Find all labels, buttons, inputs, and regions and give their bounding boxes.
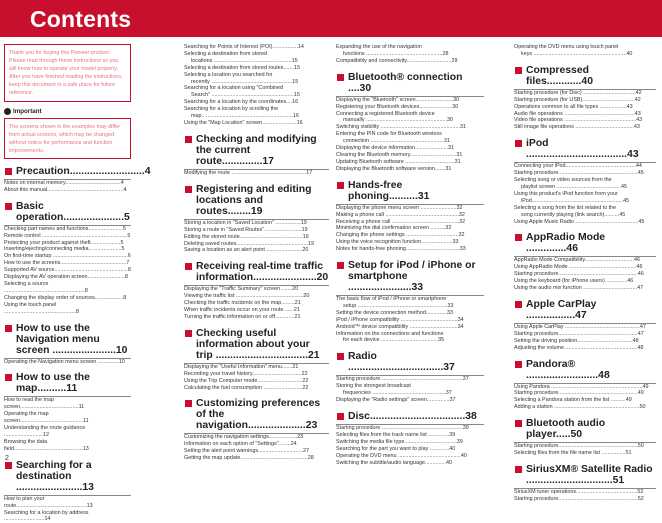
- toc-entry[interactable]: Storing the strongest broadcast: [336, 383, 484, 390]
- toc-section-heading[interactable]: [4, 166, 131, 177]
- toc-section-heading[interactable]: [336, 351, 484, 373]
- toc-entry[interactable]: Changing the display order of sources...................8: [4, 295, 131, 302]
- toc-entry[interactable]: Operating the Navigation menu screen ..............10: [4, 359, 131, 366]
- section-bullet-icon: [185, 186, 192, 193]
- toc-section-heading[interactable]: [4, 460, 131, 493]
- toc-entry[interactable]: Storing a location in "Saved Location" .................19: [184, 220, 329, 227]
- toc-section-title: Basic operation.....................5: [16, 201, 131, 223]
- toc-entry[interactable]: Minimizing the dial confirmation screen ..........32: [336, 225, 484, 232]
- toc-entry[interactable]: Displaying the "Traffic Summary" screen .......20: [184, 286, 329, 293]
- toc-entry[interactable]: Selecting a destination from stored: [184, 51, 329, 58]
- toc-section-heading[interactable]: [336, 72, 484, 94]
- section-bullet-icon: [515, 420, 522, 427]
- toc-section-heading[interactable]: [514, 359, 656, 381]
- toc-entry[interactable]: Video file operations ................................................43: [514, 117, 656, 124]
- section-bullet-icon: [5, 462, 12, 469]
- toc-entry[interactable]: frequencies .................................................37: [336, 390, 484, 397]
- toc-entry[interactable]: Checking part names and functions.......................5: [4, 226, 131, 233]
- toc-section-heading[interactable]: [514, 138, 656, 160]
- toc-entry[interactable]: Remote control .........................................................5: [4, 233, 131, 240]
- toc-entry[interactable]: Searching for the part you want to play .............40: [336, 446, 484, 453]
- section-bullet-icon: [515, 234, 522, 241]
- section-bullet-icon: [515, 466, 522, 473]
- toc-section-title: iPod ...................................43: [526, 138, 656, 160]
- toc-entry[interactable]: How to use the screens............................................7: [4, 260, 131, 267]
- toc-entry[interactable]: Storing a route in "Saved Routes".........................19: [184, 227, 329, 234]
- toc-section-title: How to use the map..........11: [16, 372, 131, 394]
- important-icon: [4, 108, 11, 115]
- section-bullet-icon: [515, 361, 522, 368]
- toc-entry[interactable]: About this manual...................................................4: [4, 187, 131, 194]
- toc-entry[interactable]: Changing the phone settings ...................................32: [336, 232, 484, 239]
- toc-entry[interactable]: connection .................................................31: [336, 138, 484, 145]
- toc-entry[interactable]: Receiving a phone call .............................................32: [336, 219, 484, 226]
- toc-section-title: Compressed files............40: [526, 65, 656, 87]
- toc-entry[interactable]: functions ...................................................28: [336, 51, 484, 58]
- toc-section-title: AppRadio Mode ..............46: [526, 232, 656, 254]
- toc-entry[interactable]: Understanding the route guidance ..........................12: [4, 425, 131, 439]
- toc-section-title: SiriusXM® Satellite Radio ..............................51: [526, 464, 656, 486]
- toc-entry[interactable]: Starting procedure (for Disc) ...................................42: [514, 90, 656, 97]
- toc-list-col1: [4, 166, 131, 523]
- toc-entry[interactable]: Searching for a location by address ...........................14: [4, 510, 131, 523]
- important-label: Important: [13, 108, 42, 115]
- toc-section-heading[interactable]: [184, 184, 329, 217]
- section-bullet-icon: [337, 353, 344, 360]
- toc-entry[interactable]: Selecting song or video sources from the: [514, 177, 656, 184]
- toc-entry[interactable]: Starting procedure.....................................................52: [514, 496, 656, 503]
- toc-entry[interactable]: Displaying the AV operation screen.........................8: [4, 274, 131, 281]
- toc-entry[interactable]: Inserting/ejecting/connecting media......................5: [4, 246, 131, 253]
- toc-entry[interactable]: map.............................................................16: [184, 113, 329, 120]
- toc-entry[interactable]: Selecting files from the track name list ..............39: [336, 432, 484, 439]
- toc-entry[interactable]: Browsing the data field..............................................13: [4, 439, 131, 453]
- toc-entry[interactable]: Connecting a registered Bluetooth device: [336, 111, 484, 118]
- toc-entry[interactable]: Adjusting the volume.................................................48: [514, 345, 656, 352]
- toc-entry[interactable]: Displaying the device information......................31: [336, 145, 484, 152]
- toc-entry[interactable]: Registering your Bluetooth devices......................30: [336, 104, 484, 111]
- toc-section-title: Registering and editing locations and routes........19: [196, 184, 329, 217]
- toc-entry[interactable]: How to plan your route...............................................13: [4, 496, 131, 510]
- page-title: Contents: [30, 6, 131, 33]
- toc-entry[interactable]: Using Pandora .............................................................49: [514, 384, 656, 391]
- toc-entry[interactable]: iPod.............................................................45: [514, 198, 656, 205]
- toc-entry[interactable]: Expanding the use of the navigation: [336, 44, 484, 51]
- toc-section-title: Radio .................................37: [348, 351, 484, 373]
- intro-note: Thank you for buying this Pioneer product. Please read through these instructions so you will know how to operate your model properly. After you have finished reading the instructions, keep this document in a safe place for future reference.: [9, 49, 126, 98]
- toc-entry[interactable]: Information on each option of "Settings"........24: [184, 441, 329, 448]
- toc-entry[interactable]: Setting the device connection method..............33: [336, 310, 484, 317]
- toc-section-heading[interactable]: [514, 299, 656, 321]
- toc-entry[interactable]: recently ......................................................15: [184, 79, 329, 86]
- section-bullet-icon: [337, 74, 344, 81]
- toc-entry[interactable]: Searching for a location using "Combined: [184, 85, 329, 92]
- toc-entry[interactable]: Selecting files from the file name list ................51: [514, 450, 656, 457]
- toc-list-col4: [514, 44, 656, 503]
- toc-section-title: Bluetooth® connection ....30: [348, 72, 484, 94]
- toc-entry[interactable]: Searching for Points of Interest (POI).................14: [184, 44, 329, 51]
- toc-entry[interactable]: locations ....................................................15: [184, 58, 329, 65]
- toc-entry[interactable]: Getting the map update.............................................28: [184, 455, 329, 462]
- toc-section-title: Searching for a destination .......................13: [16, 460, 131, 493]
- toc-entry[interactable]: Adding a station .........................................................50: [514, 404, 656, 411]
- section-bullet-icon: [185, 400, 192, 407]
- toc-entry[interactable]: On first-time startup ..................................................6: [4, 253, 131, 260]
- toc-entry[interactable]: Searching for a location by the coordinates....16: [184, 99, 329, 106]
- toc-entry[interactable]: Starting procedure.....................................................45: [514, 170, 656, 177]
- toc-entry[interactable]: Notes on internal memory.....................................4: [4, 180, 131, 187]
- section-bullet-icon: [337, 413, 344, 420]
- important-heading: [4, 108, 131, 115]
- toc-entry[interactable]: Supported AV source.................................................8: [4, 267, 131, 274]
- toc-entry[interactable]: Compatibility and connectivity..............................29: [336, 58, 484, 65]
- toc-entry[interactable]: Clearing the Bluetooth memory...............................31: [336, 152, 484, 159]
- toc-entry[interactable]: Using this product's iPod function from your: [514, 191, 656, 198]
- toc-entry[interactable]: When traffic incidents occur on your route ......21: [184, 307, 329, 314]
- toc-section-heading[interactable]: [184, 134, 329, 167]
- toc-section-heading[interactable]: [514, 65, 656, 87]
- toc-entry[interactable]: Starting procedure.....................................................46: [514, 271, 656, 278]
- toc-entry[interactable]: Operating the DVD menu ..........................................40: [336, 453, 484, 460]
- toc-entry[interactable]: Switching visibility .....................................................31: [336, 124, 484, 131]
- toc-entry[interactable]: Using the touch panel ................................................8: [4, 302, 131, 316]
- toc-entry[interactable]: Starting procedure.....................................................47: [514, 331, 656, 338]
- toc-section-heading[interactable]: [4, 323, 131, 356]
- toc-entry[interactable]: Using AppRadio Mode .............................................46: [514, 264, 656, 271]
- toc-entry[interactable]: Using the audio mix function ....................................47: [514, 285, 656, 292]
- page-number: 2: [5, 455, 9, 462]
- contents-banner: [0, 0, 662, 37]
- toc-section-title: Disc.................................38: [348, 411, 484, 422]
- toc-entry[interactable]: Entering the PIN code for Bluetooth wireless: [336, 131, 484, 138]
- toc-section-heading[interactable]: [184, 398, 329, 431]
- toc-entry[interactable]: Selecting a location you searched for: [184, 72, 329, 79]
- section-bullet-icon: [185, 263, 192, 270]
- toc-entry[interactable]: Using Apple Music Radio ..........................................45: [514, 219, 656, 226]
- toc-entry[interactable]: Making a phone call .................................................32: [336, 212, 484, 219]
- toc-entry[interactable]: Notes for hands-free phoning....................................33: [336, 246, 484, 253]
- toc-entry[interactable]: Viewing the traffic list .............................................20: [184, 293, 329, 300]
- toc-section-title: Customizing preferences of the navigation....................23: [196, 398, 329, 431]
- toc-entry[interactable]: keys ..............................................................40: [514, 51, 656, 58]
- toc-section-heading[interactable]: [336, 411, 484, 422]
- toc-entry[interactable]: Switching the subtitle/audio language..............40: [336, 460, 484, 467]
- toc-entry[interactable]: playlist screen ...........................................45: [514, 184, 656, 191]
- important-note: The screens shown in the examples may differ from actual screens, which may be changed without notice for performance and function improvements.: [9, 123, 126, 155]
- toc-entry[interactable]: Displaying the phone menu screen ........................32: [336, 205, 484, 212]
- toc-entry[interactable]: Starting procedure ......................................................37: [336, 376, 484, 383]
- toc-entry[interactable]: SiriusXM tuner operations.........................................52: [514, 489, 656, 496]
- toc-entry[interactable]: setup ............................................................33: [336, 303, 484, 310]
- toc-entry[interactable]: Editing the stored route..........................................19: [184, 234, 329, 241]
- toc-section-title: Checking and modifying the current route..............17: [196, 134, 329, 167]
- toc-entry[interactable]: Displaying the "Radio settings" screen...............37: [336, 397, 484, 404]
- toc-entry[interactable]: Updating Bluetooth software .................................31: [336, 159, 484, 166]
- toc-entry[interactable]: Starting procedure (for USB)...................................42: [514, 97, 656, 104]
- toc-entry[interactable]: Still image file operations .......................................43: [514, 124, 656, 131]
- toc-entry[interactable]: Selecting a destination from stored routes.......15: [184, 65, 329, 72]
- toc-entry[interactable]: Information on the connections and functions: [336, 331, 484, 338]
- toc-entry[interactable]: Starting procedure.....................................................49: [514, 390, 656, 397]
- toc-entry[interactable]: Search" .......................................................15: [184, 92, 329, 99]
- section-bullet-icon: [185, 330, 192, 337]
- toc-entry[interactable]: Selecting a Pandora station from the list ..........49: [514, 397, 656, 404]
- toc-entry[interactable]: Audio file operations ...............................................43: [514, 111, 656, 118]
- toc-entry[interactable]: The basic flow of iPod / iPhone or smartphone: [336, 296, 484, 303]
- toc-entry[interactable]: Connecting your iPod...............................................44: [514, 163, 656, 170]
- toc-entry[interactable]: Starting procedure ......................................................39: [336, 425, 484, 432]
- toc-section-heading[interactable]: [4, 372, 131, 394]
- toc-entry[interactable]: Selecting a source ......................................................8: [4, 281, 131, 295]
- toc-entry[interactable]: AppRadio Mode Compatibility.................................46: [514, 257, 656, 264]
- section-bullet-icon: [185, 136, 192, 143]
- toc-section-title: Apple CarPlay .................47: [526, 299, 656, 321]
- toc-section-heading[interactable]: [336, 260, 484, 293]
- toc-entry[interactable]: Customizing the navigation settings...................23: [184, 434, 329, 441]
- toc-entry[interactable]: Saving a location as an alert point ........................20: [184, 247, 329, 254]
- toc-entry[interactable]: Turning the traffic information on or off.............21: [184, 314, 329, 321]
- toc-entry[interactable]: Using the "Map Location" screen.......................16: [184, 120, 329, 127]
- toc-list-col3: [336, 44, 484, 466]
- section-bullet-icon: [515, 67, 522, 74]
- toc-entry[interactable]: manually ......................................................30: [336, 117, 484, 124]
- section-bullet-icon: [515, 301, 522, 308]
- important-note-box: [4, 118, 131, 159]
- section-bullet-icon: [5, 325, 12, 332]
- toc-section-title: Checking useful information about your trip ................................21: [196, 328, 329, 361]
- toc-entry[interactable]: Displaying the "Bluetooth" screen.........................30: [336, 97, 484, 104]
- section-bullet-icon: [5, 168, 12, 175]
- toc-entry[interactable]: Operating the map screen..........................................11: [4, 411, 131, 425]
- toc-section-title: Precaution..........................4: [16, 166, 151, 177]
- toc-section-heading[interactable]: [4, 201, 131, 223]
- toc-entry[interactable]: Protecting your product against theft....................5: [4, 240, 131, 247]
- toc-section-heading[interactable]: [184, 328, 329, 361]
- toc-section-title: Receiving real-time traffic information......................20: [196, 261, 329, 283]
- toc-section-title: Setup for iPod / iPhone or smartphone ......................33: [348, 260, 484, 293]
- toc-entry[interactable]: Switching the media file type...................................39: [336, 439, 484, 446]
- column-3: [336, 44, 484, 466]
- toc-entry[interactable]: Using the Trip Computer mode..............................22: [184, 378, 329, 385]
- toc-section-heading[interactable]: [514, 418, 656, 440]
- toc-entry[interactable]: Deleting saved routes................................................19: [184, 241, 329, 248]
- toc-section-heading[interactable]: [514, 232, 656, 254]
- toc-section-heading[interactable]: [184, 261, 329, 283]
- toc-entry[interactable]: Operations common to all file types ..................43: [514, 104, 656, 111]
- toc-entry[interactable]: Setting the driving position.....................................48: [514, 338, 656, 345]
- section-bullet-icon: [515, 140, 522, 147]
- section-bullet-icon: [337, 262, 344, 269]
- toc-entry[interactable]: Using Apple CarPlay ..................................................47: [514, 324, 656, 331]
- toc-entry[interactable]: for each device ......................................35: [336, 337, 484, 344]
- toc-entry[interactable]: Android™ device compatibility ................................34: [336, 324, 484, 331]
- toc-entry[interactable]: song currently playing (link search)..........45: [514, 212, 656, 219]
- toc-entry[interactable]: Displaying the "Useful Information" menu.......21: [184, 364, 329, 371]
- toc-entry[interactable]: How to read the map screen.......................................11: [4, 397, 131, 411]
- toc-entry[interactable]: Starting procedure.....................................................50: [514, 443, 656, 450]
- toc-entry[interactable]: Operating the DVD menu using touch panel: [514, 44, 656, 51]
- section-bullet-icon: [337, 182, 344, 189]
- toc-section-title: Bluetooth audio player.....50: [526, 418, 656, 440]
- toc-entry[interactable]: Displaying the Bluetooth software version.......31: [336, 166, 484, 173]
- toc-list-col2: [184, 44, 329, 462]
- toc-section-title: How to use the Navigation menu screen ......................10: [16, 323, 131, 356]
- toc-section-title: Hands-free phoning..........31: [348, 180, 484, 202]
- column-2: [184, 44, 329, 462]
- toc-entry[interactable]: Selecting a song from the list related to the: [514, 205, 656, 212]
- toc-entry[interactable]: Searching for a location by scrolling the: [184, 106, 329, 113]
- toc-entry[interactable]: Calculating the fuel consumption ..........................22: [184, 385, 329, 392]
- toc-entry[interactable]: Recording your travel history.................................22: [184, 371, 329, 378]
- column-1: [4, 44, 131, 523]
- intro-note-box: [4, 44, 131, 102]
- toc-section-title: Pandora® .........................48: [526, 359, 656, 381]
- toc-entry[interactable]: Using the voice recognition function.....................33: [336, 239, 484, 246]
- toc-entry[interactable]: Setting the alert point warnings..............................27: [184, 448, 329, 455]
- toc-entry[interactable]: iPod / iPhone compatibility ......................................34: [336, 317, 484, 324]
- toc-section-heading[interactable]: [514, 464, 656, 486]
- section-bullet-icon: [5, 374, 12, 381]
- section-bullet-icon: [5, 203, 12, 210]
- toc-section-heading[interactable]: [336, 180, 484, 202]
- toc-entry[interactable]: Modifying the route ..................................................17: [184, 170, 329, 177]
- toc-entry[interactable]: Using the keyboard (for iPhone users) ..............46: [514, 278, 656, 285]
- toc-entry[interactable]: Checking the traffic incidents on the map.........21: [184, 300, 329, 307]
- column-4: [514, 44, 656, 503]
